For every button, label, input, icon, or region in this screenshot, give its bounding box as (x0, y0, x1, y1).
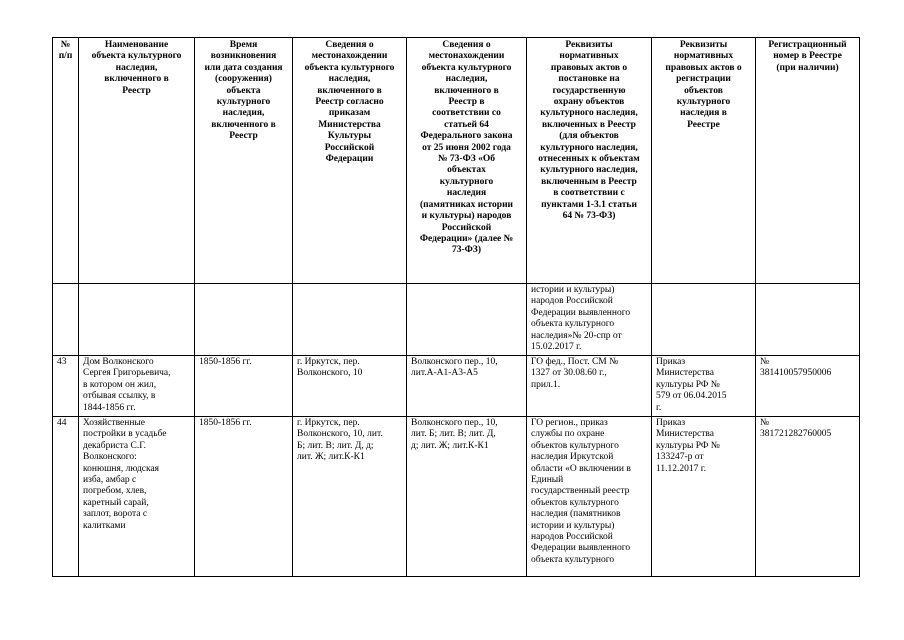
cell-protection-acts: ГО регион., приказ службы по охране объектов культурного наследия Иркутской области «О включении в Единый государственный реестр объектов культурного наследия (памятников истории и культуры) народов Российской Федерации выявленного объекта культурного (527, 417, 652, 577)
header-object-name: Наименование объекта культурного наследия, включенного в Реестр (79, 38, 195, 284)
cell-empty (293, 284, 407, 356)
header-registration-number: Регистрационный номер в Реестре (при наличии) (756, 38, 860, 284)
cell-empty (652, 284, 756, 356)
cell-creation-date: 1850-1856 гг. (195, 417, 293, 577)
cell-object-name: Дом Волконского Сергея Григорьевича, в котором он жил, отбывая ссылку, в 1844-1856 гг. (79, 356, 195, 417)
cell-registration-number: № 381721282760005 (756, 417, 860, 577)
header-location-ministry: Сведения о местонахождении объекта культурного наследия, включенного в Реестр согласно приказам Министерства Культуры Российской Федерации (293, 38, 407, 284)
cell-protection-acts: истории и культуры) народов Российской Федерации выявленного объекта культурного наследия»№ 20-спр от 15.02.2017 г. (527, 284, 652, 356)
cell-empty (756, 284, 860, 356)
cell-location-ministry: г. Иркутск, пер. Волконского, 10 (293, 356, 407, 417)
cell-registration-number: № 381410057950006 (756, 356, 860, 417)
cell-number: 44 (53, 417, 79, 577)
header-creation-date: Время возникновения или дата создания (сооружения) объекта культурного наследия, включенного в Реестр (195, 38, 293, 284)
cell-location-law: Волконского пер., 10, лит.А-А1-А3-А5 (407, 356, 527, 417)
cell-empty (407, 284, 527, 356)
cell-creation-date: 1850-1856 гг. (195, 356, 293, 417)
cell-number: 43 (53, 356, 79, 417)
cell-empty (53, 284, 79, 356)
cell-registration-acts: Приказ Министерства культуры РФ № 133247-р от 11.12.2017 г. (652, 417, 756, 577)
table-row-continuation (53, 284, 860, 356)
header-number: № п/п (53, 38, 79, 284)
cell-empty (79, 284, 195, 356)
cell-registration-acts: Приказ Министерства культуры РФ № 579 от 06.04.2015 г. (652, 356, 756, 417)
header-protection-acts: Реквизиты нормативных правовых актов о постановке на государственную охрану объектов культурного наследия, включенных в Реестр (для объектов культурного наследия, отнесенных к объектам культурного наследия, включенным в Реестр в соответствии с пунктами 1-3.1 статьи 64 № 73-ФЗ) (527, 38, 652, 284)
table-header-row (53, 38, 860, 284)
cell-object-name: Хозяйственные постройки в усадьбе декабриста С.Г. Волконского: конюшня, людская изба, амбар с погребом, хлев, каретный сарай, заплот, ворота с калитками (79, 417, 195, 577)
heritage-registry-table (52, 37, 860, 577)
cell-location-ministry: г. Иркутск, пер. Волконского, 10, лит. Б; лит. В; лит. Д, д; лит. Ж; лит.К-К1 (293, 417, 407, 577)
table-row (53, 356, 860, 417)
header-location-law: Сведения о местонахождении объекта культурного наследия, включенного в Реестр в соответствии со статьей 64 Федерального закона от 25 июня 2002 года № 73-ФЗ «Об объектах культурного наследия (памятниках истории и культуры) народов Российской Федерации» (далее № 73-ФЗ) (407, 38, 527, 284)
cell-empty (195, 284, 293, 356)
cell-location-law: Волконского пер., 10, лит. Б; лит. В; лит. Д, д; лит. Ж; лит.К-К1 (407, 417, 527, 577)
cell-protection-acts: ГО фед., Пост. СМ № 1327 от 30.08.60 г., прил.1. (527, 356, 652, 417)
table-row (53, 417, 860, 577)
header-registration-acts: Реквизиты нормативных правовых актов о регистрации объектов культурного наследия в Реестре (652, 38, 756, 284)
